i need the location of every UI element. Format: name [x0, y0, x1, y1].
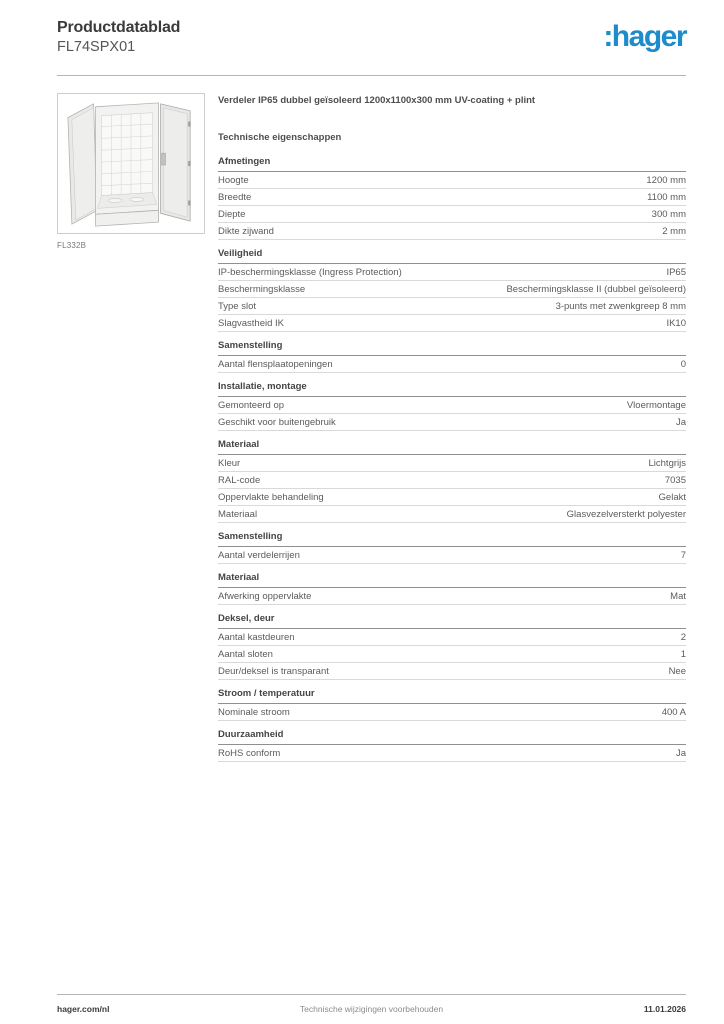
spec-label: Gemonteerd op: [218, 400, 285, 412]
content-column: [218, 95, 686, 762]
spec-row: [218, 414, 686, 431]
footer-date: 11.01.2026: [643, 1004, 686, 1014]
spec-label: Kleur: [218, 458, 241, 470]
spec-value: 7: [680, 550, 686, 562]
spec-row: [218, 172, 686, 189]
spec-row: [218, 189, 686, 206]
spec-value: IP65: [666, 267, 686, 279]
spec-value: Beschermingsklasse II (dubbel geïsoleerd): [506, 284, 686, 296]
spec-section: [218, 688, 686, 721]
spec-section-title: Deksel, deur: [218, 613, 686, 629]
spec-row: [218, 206, 686, 223]
product-description: Verdeler IP65 dubbel geïsoleerd 1200x1100x300 mm UV-coating + plint: [218, 95, 536, 106]
spec-label: Type slot: [218, 301, 257, 313]
spec-row: [218, 646, 686, 663]
spec-value: 7035: [664, 475, 686, 487]
spec-label: Dikte zijwand: [218, 226, 274, 238]
footer-website: hager.com/nl: [57, 1004, 110, 1014]
spec-value: Mat: [670, 591, 686, 603]
spec-section-title: Duurzaamheid: [218, 729, 686, 745]
spec-value: 2: [680, 632, 686, 644]
spec-section-title: Installatie, montage: [218, 381, 686, 397]
spec-row: [218, 704, 686, 721]
footer-disclaimer: Technische wijzigingen voorbehouden: [299, 1004, 444, 1014]
spec-value: Glasvezelversterkt polyester: [566, 509, 686, 521]
hager-logo: :hager: [603, 20, 686, 53]
spec-section-title: Samenstelling: [218, 340, 686, 356]
spec-value: Gelakt: [658, 492, 686, 504]
spec-value: Nee: [668, 666, 686, 678]
spec-section: [218, 439, 686, 523]
spec-value: Ja: [675, 417, 686, 429]
spec-section: [218, 613, 686, 680]
spec-section: [218, 248, 686, 332]
product-image: [57, 93, 205, 234]
spec-label: Oppervlakte behandeling: [218, 492, 324, 504]
spec-rows: [218, 745, 686, 762]
spec-value: Vloermontage: [626, 400, 686, 412]
spec-row: [218, 455, 686, 472]
spec-value: 300 mm: [651, 209, 686, 221]
spec-label: Hoogte: [218, 175, 249, 187]
spec-label: IP-beschermingsklasse (Ingress Protection): [218, 267, 402, 279]
spec-row: [218, 264, 686, 281]
spec-value: 1100 mm: [647, 192, 686, 204]
spec-rows: [218, 264, 686, 332]
footer-row: [57, 1004, 686, 1014]
spec-row: [218, 745, 686, 762]
spec-label: Aantal kastdeuren: [218, 632, 295, 644]
spec-section: [218, 729, 686, 762]
spec-rows: [218, 547, 686, 564]
spec-rows: [218, 356, 686, 373]
spec-row: [218, 588, 686, 605]
spec-section-title: Veiligheid: [218, 248, 686, 264]
header-divider: [57, 75, 686, 76]
spec-label: RoHS conform: [218, 748, 281, 760]
spec-label: RAL-code: [218, 475, 261, 487]
page-header: [57, 18, 686, 57]
spec-label: Afwerking oppervlakte: [218, 591, 312, 603]
spec-row: [218, 489, 686, 506]
image-caption: FL332B: [57, 241, 87, 250]
spec-row: [218, 298, 686, 315]
spec-value: Ja: [675, 748, 686, 760]
spec-row: [218, 506, 686, 523]
spec-label: Aantal sloten: [218, 649, 273, 661]
spec-value: 2 mm: [662, 226, 686, 238]
spec-section: [218, 572, 686, 605]
spec-value: 1: [680, 649, 686, 661]
spec-label: Deur/deksel is transparant: [218, 666, 329, 678]
spec-label: Beschermingsklasse: [218, 284, 306, 296]
spec-section: [218, 156, 686, 240]
spec-rows: [218, 588, 686, 605]
spec-rows: [218, 455, 686, 523]
spec-section-title: Samenstelling: [218, 531, 686, 547]
spec-row: [218, 315, 686, 332]
spec-rows: [218, 704, 686, 721]
tech-section-title: Technische eigenschappen: [218, 132, 342, 144]
spec-label: Materiaal: [218, 509, 258, 521]
spec-value: 3-punts met zwenkgreep 8 mm: [555, 301, 686, 313]
spec-row: [218, 472, 686, 489]
spec-row: [218, 223, 686, 240]
spec-label: Nominale stroom: [218, 707, 290, 719]
spec-sections: [218, 156, 686, 762]
spec-section-title: Stroom / temperatuur: [218, 688, 686, 704]
spec-section-title: Materiaal: [218, 439, 686, 455]
spec-label: Diepte: [218, 209, 246, 221]
spec-section: [218, 381, 686, 431]
spec-row: [218, 547, 686, 564]
spec-value: 400 A: [661, 707, 686, 719]
spec-value: Lichtgrijs: [648, 458, 686, 470]
spec-section-title: Materiaal: [218, 572, 686, 588]
product-reference: FL74SPX01: [57, 39, 136, 55]
spec-value: 0: [680, 359, 686, 371]
spec-label: Breedte: [218, 192, 252, 204]
spec-section-title: Afmetingen: [218, 156, 686, 172]
spec-label: Slagvastheid IK: [218, 318, 285, 330]
spec-rows: [218, 172, 686, 240]
spec-label: Aantal verdelerrijen: [218, 550, 300, 562]
spec-rows: [218, 629, 686, 680]
spec-label: Aantal flensplaatopeningen: [218, 359, 333, 371]
spec-section: [218, 531, 686, 564]
spec-value: 1200 mm: [646, 175, 686, 187]
title-block: [57, 18, 180, 57]
page-title: Productdatablad: [57, 19, 181, 36]
spec-section: [218, 340, 686, 373]
spec-row: [218, 663, 686, 680]
spec-row: [218, 629, 686, 646]
spec-row: [218, 281, 686, 298]
spec-rows: [218, 397, 686, 431]
page-footer: [57, 994, 686, 1014]
distribution-cabinet-drawing: [58, 94, 204, 233]
spec-row: [218, 356, 686, 373]
spec-row: [218, 397, 686, 414]
spec-label: Geschikt voor buitengebruik: [218, 417, 336, 429]
spec-value: IK10: [666, 318, 686, 330]
